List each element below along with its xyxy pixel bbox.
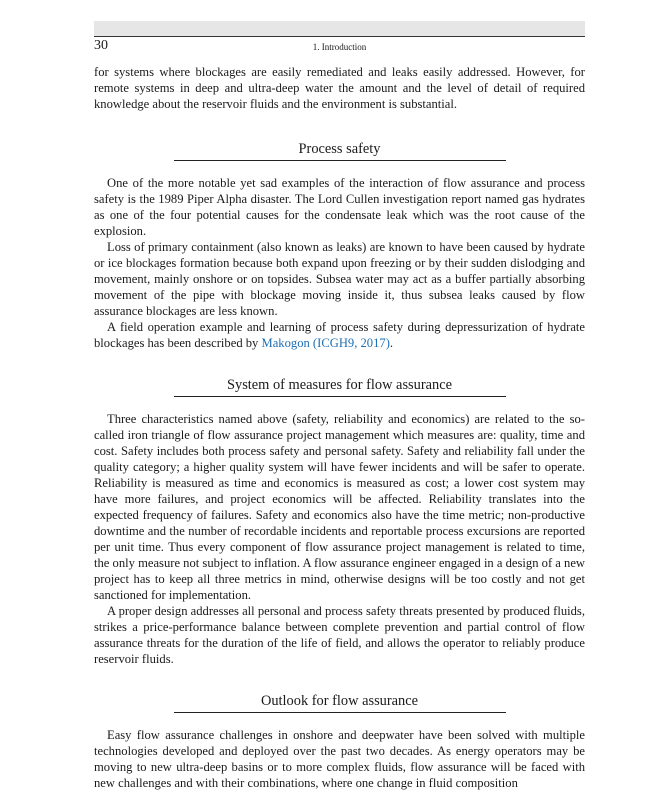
page-number: 30	[94, 38, 108, 53]
paragraph: Easy flow assurance challenges in onshore and deepwater have been solved with multiple technologies developed and deployed over the past two decades. As energy operators may be moving to new ultra-deep basins or to more complex fluids, flow assurance will be faced with new challenges and with their combinations, where one change in fluid composition	[94, 728, 585, 790]
paragraph	[94, 319, 585, 351]
paragraph-end: .	[389, 336, 394, 350]
paragraph: A proper design addresses all personal and process safety threats presented by produced fluids, strikes a price-performance balance between complete prevention and partial control of flow assurance threats for the duration of the life of field, and allows the operator to reliably produce reservoir fluids.	[94, 604, 585, 666]
section-heading-outlook	[94, 692, 585, 713]
running-head: 1. Introduction	[312, 42, 367, 52]
page-body	[94, 64, 585, 791]
heading-text: Process safety	[298, 141, 381, 157]
heading-rule	[174, 712, 506, 713]
heading-rule	[174, 160, 506, 161]
paragraph: One of the more notable yet sad examples of the interaction of flow assurance and process safety is the 1989 Piper Alpha disaster. The Lord Cullen investigation report named gas hydrates as one of the four potential causes for the condensate leak which was the root cause of the explosion.	[94, 176, 585, 238]
paragraph-text: A field operation example and learning of process safety during depressurization of hydrate blockages has been described by	[94, 320, 585, 350]
citation-link[interactable]: Makogon (ICGH9, 2017)	[261, 336, 390, 350]
heading-text: System of measures for flow assurance	[227, 377, 452, 393]
paragraph: Loss of primary containment (also known as leaks) are known to have been caused by hydrate or ice blockages formation because both expand upon freezing or by their sudden dislodging and movement, mainly onshore or on topsides. Subsea water may act as a buffer partially absorbing movement of the pipe with blockage moving inside it, thus subsea leaks caused by flow assurance blockages are less known.	[94, 240, 585, 318]
section-heading-process-safety	[94, 140, 585, 161]
intro-paragraph: for systems where blockages are easily remediated and leaks easily addressed. However, for remote systems in deep and ultra-deep water the amount and the level of detail of required knowledge about the reservoir fluids and the environment is substantial.	[94, 65, 585, 111]
header-rule	[94, 36, 585, 37]
paragraph: Three characteristics named above (safety, reliability and economics) are related to the so-called iron triangle of flow assurance project management which measures are: quality, time and cost. Safety includes both process safety and personal safety. Safety and reliability fall under the quality category; a higher quality system will have fewer incidents and will be safer to operate. Reliability is measured as time and economics is measured as cost; a lower cost system may have more failures, and project economics will be affected. Reliability translates into the expected frequency of failures. Safety and economics also have the time metric; non-productive downtime and the number of recordable incidents and reportable process excursions are reported per unit time. Thus every component of flow assurance project management is related to time, the only measure not subject to inflation. A flow assurance engineer engaged in a design of a new project has to keep all three metrics in mind, otherwise designs will be too costly and not get sanctioned for implementation.	[94, 412, 586, 602]
heading-text: Outlook for flow assurance	[260, 693, 419, 709]
section-heading-measures	[94, 376, 585, 397]
header-band	[94, 21, 585, 36]
heading-rule	[174, 396, 506, 397]
